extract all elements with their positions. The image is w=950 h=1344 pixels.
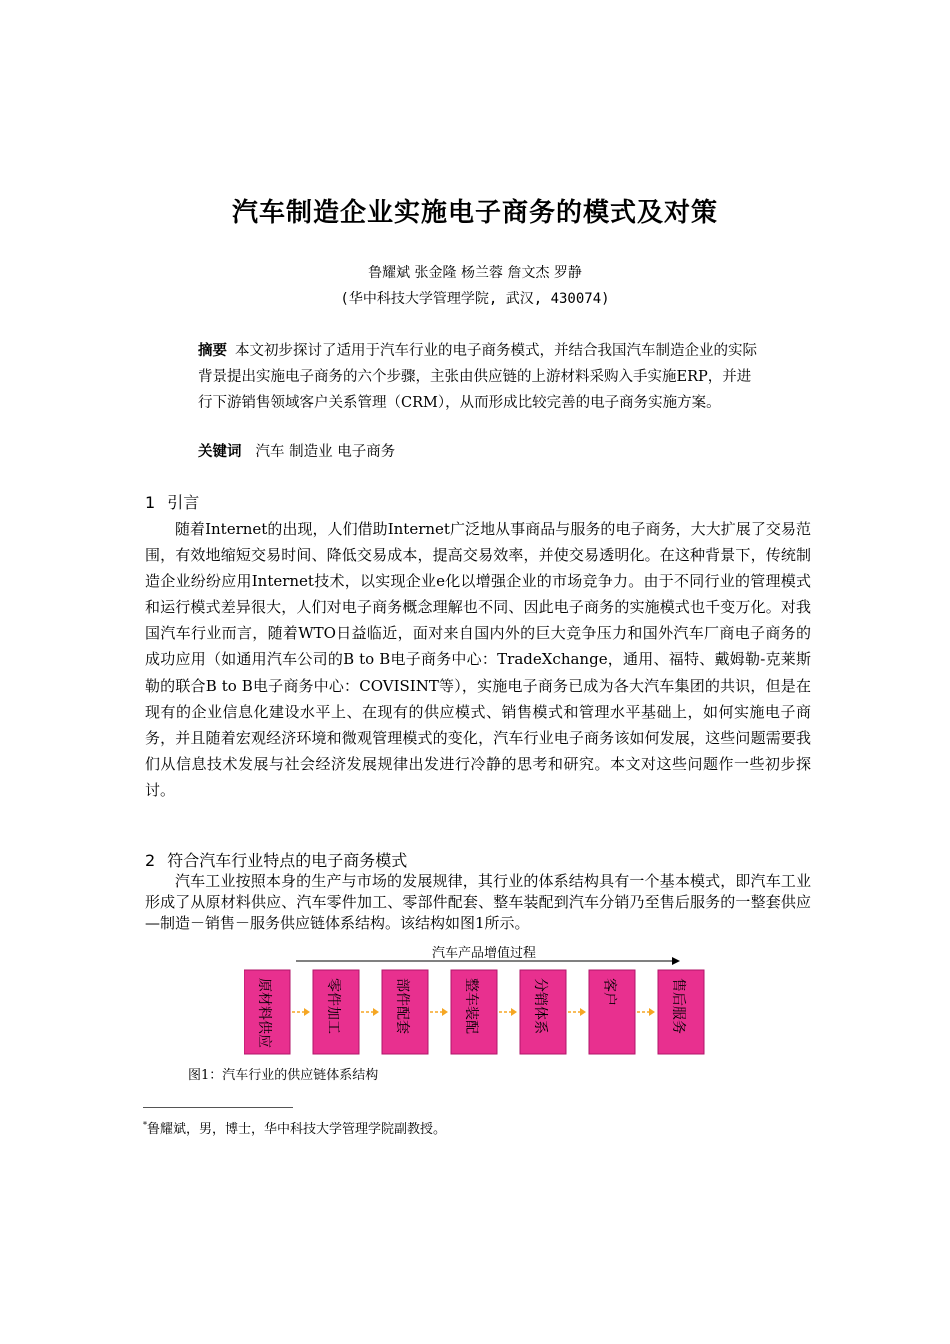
value-chain-arrowhead xyxy=(672,957,680,965)
abstract-label: 摘要 xyxy=(198,343,227,359)
chain-box-label: 原材料供应 xyxy=(256,978,272,1048)
figure-caption: 图1：汽车行业的供应链体系结构 xyxy=(188,1068,379,1083)
section-1-title: 引言 xyxy=(167,493,200,512)
footnote-mark: * xyxy=(143,1120,147,1130)
value-chain-label: 汽车产品增值过程 xyxy=(431,946,537,961)
affiliation: (华中科技大学管理学院, 武汉, 430074) xyxy=(340,291,610,307)
chain-arrowhead xyxy=(649,1008,655,1016)
chain-box-label: 部件配套 xyxy=(394,978,410,1034)
chain-box-label: 零件加工 xyxy=(325,978,341,1034)
section-2-number: 2 xyxy=(145,851,156,870)
chain-box-label: 客户 xyxy=(601,978,617,1006)
paper-title: 汽车制造企业实施电子商务的模式及对策 xyxy=(231,198,718,228)
chain-box-label: 售后服务 xyxy=(670,978,686,1034)
section-1-paragraph: 随着Internet的出现，人们借助Internet广泛地从事商品与服务的电子商务，大大扩展了交易范围，有效地缩短交易时间、降低交易成本，提高交易效率，并使交易透明化。在这种背景下，传统制造企业纷纷应用Internet技术，以实现企业e化以增强企业的市场竞争力。由于不同行业的管理模式和运行模式差异很大，人们对电子商务概念理解也不同、因此电子商务的实施模式也千变万化。对我国汽车行业而言，随着WTO日益临近，面对来自国内外的巨大竞争压力和国外汽车厂商电子商务的成功应用（如通用汽车公司的B to B电子商务中心：TradeXchange，通用、福特、戴姆勒-克莱斯勒的联合B to B电子商务中心：COVISINT等），实施电子商务已成为各大汽车集团的共识，但是在现有的企业信息化建设水平上、在现有的供应模式、销售模式和管理水平基础上，如何实施电子商务，并且随着宏观经济环境和微观管理模式的变化，汽车行业电子商务该如何发展，这些问题需要我们从信息技术发展与社会经济发展规律出发进行冷静的思考和研究。本文对这些问题作一些初步探讨。 xyxy=(145,520,811,799)
chain-arrowhead xyxy=(442,1008,448,1016)
chain-box-label: 分销体系 xyxy=(532,978,548,1034)
section-2-title: 符合汽车行业特点的电子商务模式 xyxy=(167,851,408,870)
author-list: 鲁耀斌 张金隆 杨兰蓉 詹文杰 罗静 xyxy=(368,265,582,281)
chain-arrowhead xyxy=(373,1008,379,1016)
chain-arrowhead xyxy=(580,1008,586,1016)
chain-box-label: 整车装配 xyxy=(463,978,479,1034)
keywords xyxy=(198,440,758,461)
abstract xyxy=(198,338,758,416)
section-1-heading xyxy=(145,490,199,513)
chain-arrowhead xyxy=(511,1008,517,1016)
supply-chain-diagram xyxy=(244,940,724,1060)
keywords-text: 汽车 制造业 电子商务 xyxy=(255,444,396,460)
footnote-rule xyxy=(143,1107,293,1108)
abstract-text: 本文初步探讨了适用于汽车行业的电子商务模式，并结合我国汽车制造企业的实际背景提出实施电子商务的六个步骤，主张由供应链的上游材料采购入手实施ERP，并进行下游销售领域客户关系管理（CRM），从而形成比较完善的电子商务实施方案。 xyxy=(198,343,757,411)
chain-arrowhead xyxy=(304,1008,310,1016)
section-1-number: 1 xyxy=(145,493,156,512)
footnote xyxy=(143,1118,446,1137)
keywords-label: 关键词 xyxy=(198,444,242,460)
section-2-heading xyxy=(145,848,407,871)
section-2-paragraph: 汽车工业按照本身的生产与市场的发展规律，其行业的体系结构具有一个基本模式，即汽车工业形成了从原材料供应、汽车零件加工、零部件配套、整车装配到汽车分销乃至售后服务的一整套供应—制造－销售－服务供应链体系结构。该结构如图1所示。 xyxy=(145,872,811,932)
footnote-text: 鲁耀斌，男，博士，华中科技大学管理学院副教授。 xyxy=(147,1122,447,1137)
